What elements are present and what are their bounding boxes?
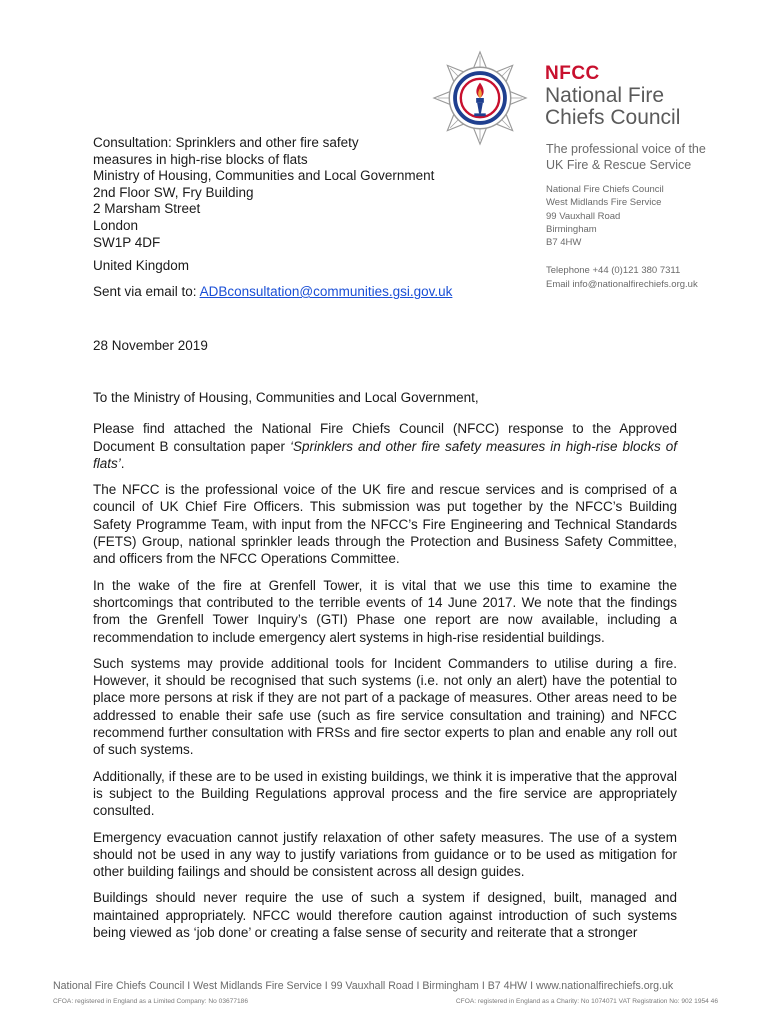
recipient-line: 2 Marsham Street [93, 201, 201, 217]
recipient-address [93, 135, 434, 251]
footer-company-note: CFOA: registered in England as a Limited Company: No 03677186 [53, 998, 248, 1005]
recipient-line: measures in high-rise blocks of flats [93, 151, 308, 167]
recipient-line: 2nd Floor SW, Fry Building [93, 184, 254, 200]
tagline-line-1: The professional voice of the [546, 142, 706, 156]
org-name-line-1: National Fire [545, 84, 665, 107]
tagline [546, 141, 706, 173]
org-name-line-2: Chiefs Council [545, 106, 681, 129]
address-line: B7 4HW [546, 237, 582, 249]
recipient-line: Ministry of Housing, Communities and Local Government [93, 168, 435, 184]
org-abbreviation: NFCC [545, 63, 600, 84]
letter-date: 28 November 2019 [93, 338, 208, 353]
paragraph-1-italic: ‘Sprinklers and other fire safety measures in high-rise blocks of flats’ [93, 438, 677, 471]
paragraph-2: The NFCC is the professional voice of the UK fire and rescue services and is comprised of a council of UK Chief Fire Officers. This submission was put together by the NFCC’s Building Safety Programme Team, with input from the NFCC’s Fire Engineering and Technical Standards (FETS) Group, national sprinkler leads through the Protection and Business Safety Committee, and officers from the NFCC Operations Committee. [93, 482, 677, 567]
paragraph-1-text: Please find attached the National Fire Chiefs Council (NFCC) response to the Approved Document B consultation paper [93, 421, 677, 454]
email: Email info@nationalfirechiefs.org.uk [546, 278, 698, 290]
paragraph-1 [93, 420, 677, 472]
sent-via-label: Sent via email to: [93, 284, 200, 299]
consultation-email-link[interactable]: ADBconsultation@communities.gsi.gov.uk [199, 284, 453, 299]
sender-address [546, 183, 664, 249]
salutation: To the Ministry of Housing, Communities and Local Government, [93, 390, 479, 405]
paragraph-4: Such systems may provide additional tools for Incident Commanders to utilise during a fire. However, it should be recognised that such systems (i.e. not only an alert) have the potential to place more persons at risk if they are not part of a package of measures. Other areas need to be addressed to enable their safe use (such as fire service consultation and training) and NFCC recommend further consultation with FRSs and fire sector experts to plan and enable any roll out of such systems. [93, 655, 677, 758]
footer-charity-note: CFOA: registered in England as a Charity: No 1074071 VAT Registration No: 902 1954 46 [455, 998, 718, 1005]
paragraph-1-end: . [120, 455, 125, 471]
paragraph-6: Emergency evacuation cannot justify relaxation of other safety measures. The use of a system should not be used in any way to justify variations from guidance or to be used as mitigation for other building failings and should be consistent across all design guides. [93, 829, 677, 880]
recipient-line: London [93, 217, 139, 233]
address-line: West Midlands Fire Service [546, 197, 662, 209]
tagline-line-2: UK Fire & Rescue Service [546, 158, 692, 172]
address-line: National Fire Chiefs Council [546, 184, 664, 195]
address-line: Birmingham [546, 223, 597, 235]
address-line: 99 Vauxhall Road [546, 210, 621, 222]
footer-address: National Fire Chiefs Council I West Midlands Fire Service I 99 Vauxhall Road I Birmingham I B7 4HW I www.nationalfirechiefs.org.uk [53, 980, 674, 992]
telephone: Telephone +44 (0)121 380 7311 [546, 265, 681, 276]
paragraph-7: Buildings should never require the use of such a system if designed, built, managed and maintained appropriately. NFCC would therefore caution against introduction of such systems being viewed as ‘job done’ or creating a false sense of security and reiterate that a stronger [93, 890, 677, 941]
sender-contact [546, 264, 698, 291]
recipient-country: United Kingdom [93, 258, 190, 273]
sent-via [93, 284, 452, 299]
org-name-block [545, 64, 680, 129]
recipient-line: Consultation: Sprinklers and other fire safety [93, 135, 359, 150]
paragraph-3: In the wake of the fire at Grenfell Tower, it is vital that we use this time to examine the shortcomings that contributed to the terrible events of 14 June 2017. We note that the findings from the Grenfell Tower Inquiry’s (GTI) Phase one report are now available, including a recommendation to include emergency alert systems in high-rise residential buildings. [93, 577, 677, 645]
paragraph-5: Additionally, if these are to be used in existing buildings, we think it is imperative that the approval is subject to the Building Regulations approval process and the fire service are appropriately consulted. [93, 768, 677, 819]
nfcc-crest-icon [432, 50, 528, 146]
recipient-line: SW1P 4DF [93, 234, 161, 250]
letter-body [93, 389, 677, 950]
